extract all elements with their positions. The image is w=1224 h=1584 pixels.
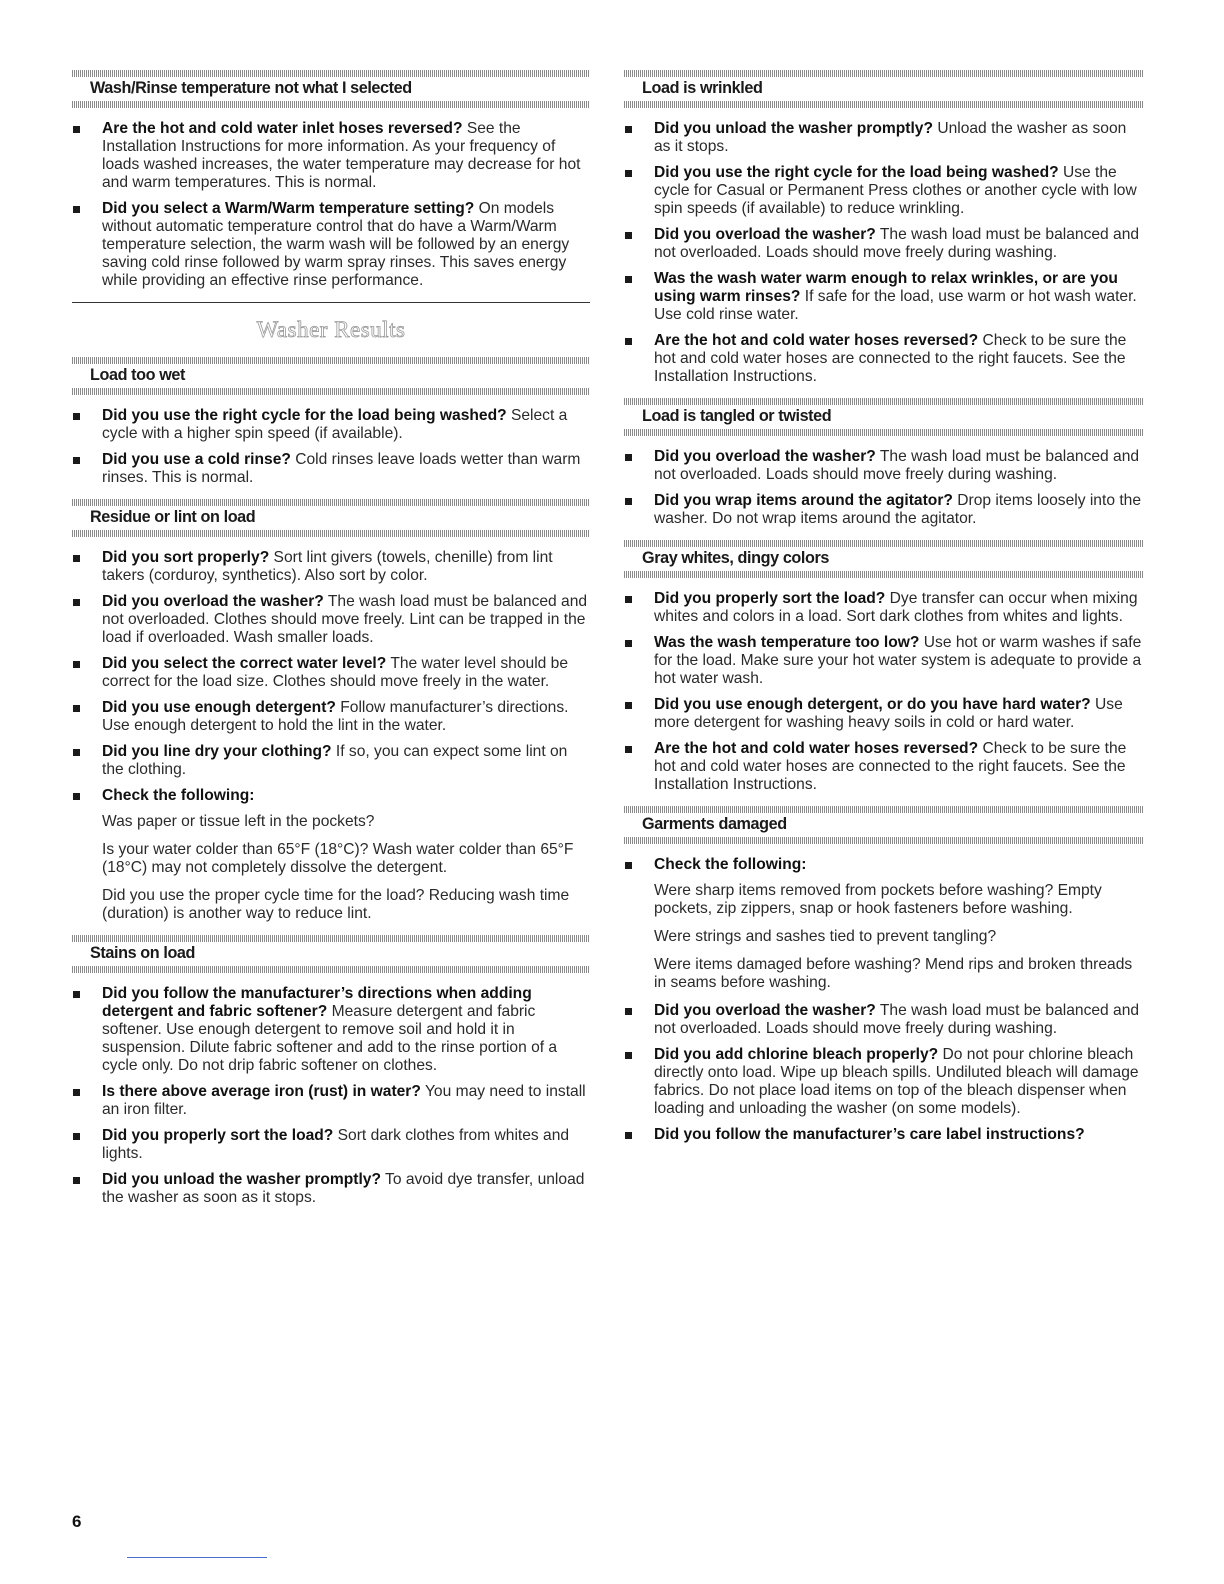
list-item: Did you overload the washer? The wash load must be balanced and not overloaded. Loads should move freely during washing. [624, 1002, 1144, 1038]
square-bullet-icon [73, 793, 80, 800]
square-bullet-icon [73, 599, 80, 606]
section-title: Stains on load [90, 944, 196, 962]
square-bullet-icon [73, 206, 80, 213]
section-banner [72, 302, 590, 343]
square-bullet-icon [73, 555, 80, 562]
dotted-rule [72, 499, 590, 506]
list-item: Did you overload the washer? The wash load must be balanced and not overloaded. Loads should move freely during washing. [624, 226, 1144, 262]
square-bullet-icon [625, 702, 632, 709]
square-bullet-icon [625, 498, 632, 505]
list-item: Did you properly sort the load? Sort dark clothes from whites and lights. [72, 1127, 590, 1163]
bullet-list [624, 120, 1144, 386]
sub-paragraphs [102, 813, 590, 923]
dotted-rule [624, 398, 1144, 405]
section-title: Garments damaged [642, 815, 787, 833]
square-bullet-icon [625, 232, 632, 239]
bullet-list [624, 856, 1144, 1144]
list-item: Are the hot and cold water hoses reversed? Check to be sure the hot and cold water hoses are connected to the right faucets. See the Installation Instructions. [624, 332, 1144, 386]
list-item: Did you select the correct water level? The water level should be correct for the load size. Clothes should move freely in the water. [72, 655, 590, 691]
list-item: Did you overload the washer? The wash load must be balanced and not overloaded. Clothes should move freely. Lint can be trapped in the load if overloaded. Wash smaller loads. [72, 593, 590, 647]
square-bullet-icon [73, 1089, 80, 1096]
square-bullet-icon [73, 1177, 80, 1184]
square-bullet-icon [625, 454, 632, 461]
list-item: Check the following: Was paper or tissue left in the pockets? Is your water colder than 65°F (18°C)? Wash water colder than 65°F (18°C) may not completely dissolve the detergent. Did you use the proper cycle time for the load? Reducing wash time (duration) is another way to reduce lint. [72, 787, 590, 923]
dotted-rule [624, 70, 1144, 77]
paragraph: Were strings and sashes tied to prevent tangling? [654, 928, 997, 945]
section-header [624, 540, 1144, 578]
list-item: Did you sort properly? Sort lint givers (towels, chenille) from lint takers (corduroy, synthetics). Also sort by color. [72, 549, 590, 585]
bullet-list [72, 985, 590, 1207]
dotted-rule [624, 571, 1144, 578]
section-title: Load too wet [90, 366, 186, 384]
square-bullet-icon [625, 596, 632, 603]
list-item: Did you select a Warm/Warm temperature setting? On models without automatic temperature control that do have a Warm/Warm temperature selection, the warm wash will be followed by an energy saving cold rinse followed by warm spray rinses. This saves energy while providing an effective rinse performance. [72, 200, 590, 290]
list-item: Did you follow the manufacturer’s care label instructions? [624, 1126, 1144, 1144]
bullet-list [72, 407, 590, 487]
paragraph: Did you use the proper cycle time for the load? Reducing wash time (duration) is another way to reduce lint. [102, 887, 570, 922]
list-item: Did you unload the washer promptly? To avoid dye transfer, unload the washer as soon as it stops. [72, 1171, 590, 1207]
square-bullet-icon [73, 1133, 80, 1140]
page-number: 6 [72, 1512, 82, 1531]
dotted-rule [72, 935, 590, 942]
list-item: Was the wash temperature too low? Use hot or warm washes if safe for the load. Make sure your hot water system is adequate to provide a hot water wash. [624, 634, 1144, 688]
section-title: Residue or lint on load [90, 508, 256, 526]
square-bullet-icon [625, 338, 632, 345]
square-bullet-icon [625, 1132, 632, 1139]
list-item: Did you use a cold rinse? Cold rinses leave loads wetter than warm rinses. This is normal. [72, 451, 590, 487]
paragraph: Was paper or tissue left in the pockets? [102, 813, 375, 830]
paragraph: Were items damaged before washing? Mend rips and broken threads in seams before washing. [654, 956, 1133, 991]
square-bullet-icon [625, 126, 632, 133]
list-item: Did you add chlorine bleach properly? Do not pour chlorine bleach directly onto load. Wipe up bleach spills. Undiluted bleach will damage fabrics. Do not place load items on top of the bleach dispenser when loading and unloading the washer (on some models). [624, 1046, 1144, 1118]
square-bullet-icon [625, 862, 632, 869]
section-header [624, 70, 1144, 108]
list-item: Did you use the right cycle for the load being washed? Use the cycle for Casual or Permanent Press clothes or another cycle with low spin speeds (if available) to reduce wrinkling. [624, 164, 1144, 218]
list-item: Did you overload the washer? The wash load must be balanced and not overloaded. Loads should move freely during washing. [624, 448, 1144, 484]
bullet-list [624, 448, 1144, 528]
dotted-rule [72, 530, 590, 537]
dotted-rule [72, 388, 590, 395]
section-header [72, 70, 590, 108]
dotted-rule [72, 70, 590, 77]
divider [72, 302, 590, 303]
list-item: Is there above average iron (rust) in water? You may need to install an iron filter. [72, 1083, 590, 1119]
left-column [72, 70, 590, 1219]
square-bullet-icon [73, 991, 80, 998]
section-title: Wash/Rinse temperature not what I selected [90, 79, 412, 97]
section-header [624, 398, 1144, 436]
list-item: Are the hot and cold water hoses reversed? Check to be sure the hot and cold water hoses are connected to the right faucets. See the Installation Instructions. [624, 740, 1144, 794]
dotted-rule [72, 101, 590, 108]
section-header [624, 806, 1144, 844]
section-header [72, 357, 590, 395]
paragraph: Is your water colder than 65°F (18°C)? Wash water colder than 65°F (18°C) may not completely dissolve the detergent. [102, 841, 574, 876]
square-bullet-icon [73, 126, 80, 133]
square-bullet-icon [625, 640, 632, 647]
footer-line [127, 1557, 267, 1558]
square-bullet-icon [73, 457, 80, 464]
bullet-list [624, 590, 1144, 794]
square-bullet-icon [73, 661, 80, 668]
section-title: Load is tangled or twisted [642, 407, 832, 425]
section-header [72, 499, 590, 537]
square-bullet-icon [625, 170, 632, 177]
list-item: Was the wash water warm enough to relax wrinkles, or are you using warm rinses? If safe for the load, use warm or hot wash water. Use cold rinse water. [624, 270, 1144, 324]
sub-paragraphs [654, 882, 1144, 992]
dotted-rule [624, 101, 1144, 108]
dotted-rule [624, 429, 1144, 436]
right-column [624, 70, 1144, 1156]
paragraph: Were sharp items removed from pockets before washing? Empty pockets, zip zippers, snap or hook fasteners before washing. [654, 882, 1102, 917]
dotted-rule [72, 966, 590, 973]
square-bullet-icon [625, 276, 632, 283]
banner-title: Washer Results [256, 317, 406, 342]
section-header [72, 935, 590, 973]
section-title: Load is wrinkled [642, 79, 763, 97]
square-bullet-icon [625, 746, 632, 753]
dotted-rule [624, 540, 1144, 547]
section-title: Gray whites, dingy colors [642, 549, 830, 567]
list-item: Did you wrap items around the agitator? Drop items loosely into the washer. Do not wrap items around the agitator. [624, 492, 1144, 528]
list-item: Did you use enough detergent? Follow manufacturer’s directions. Use enough detergent to hold the lint in the water. [72, 699, 590, 735]
list-item: Did you unload the washer promptly? Unload the washer as soon as it stops. [624, 120, 1144, 156]
list-item: Did you line dry your clothing? If so, you can expect some lint on the clothing. [72, 743, 590, 779]
bullet-list [72, 120, 590, 290]
square-bullet-icon [73, 705, 80, 712]
list-item: Did you properly sort the load? Dye transfer can occur when mixing whites and colors in a load. Sort dark clothes from whites and lights. [624, 590, 1144, 626]
bullet-list [72, 549, 590, 923]
dotted-rule [624, 806, 1144, 813]
list-item: Did you use enough detergent, or do you have hard water? Use more detergent for washing heavy soils in cold or hard water. [624, 696, 1144, 732]
square-bullet-icon [625, 1052, 632, 1059]
list-item: Check the following: Were sharp items removed from pockets before washing? Empty pockets, zip zippers, snap or hook fasteners before washing. Were strings and sashes tied to prevent tangling? Were items damaged before washing? Mend rips and broken threads in seams before washing. [624, 856, 1144, 992]
dotted-rule [72, 357, 590, 364]
square-bullet-icon [73, 413, 80, 420]
list-item: Are the hot and cold water inlet hoses reversed? See the Installation Instructions for more information. As your frequency of loads washed increases, the water temperature may decrease for hot and warm temperatures. This is normal. [72, 120, 590, 192]
list-item: Did you use the right cycle for the load being washed? Select a cycle with a higher spin speed (if available). [72, 407, 590, 443]
dotted-rule [624, 837, 1144, 844]
list-item: Did you follow the manufacturer’s directions when adding detergent and fabric softener? Measure detergent and fabric softener. Use enough detergent to remove soil and hold it in suspension. Dilute fabric softener and add to the rinse portion of a cycle only. Do not drip fabric softener on clothes. [72, 985, 590, 1075]
square-bullet-icon [625, 1008, 632, 1015]
square-bullet-icon [73, 749, 80, 756]
